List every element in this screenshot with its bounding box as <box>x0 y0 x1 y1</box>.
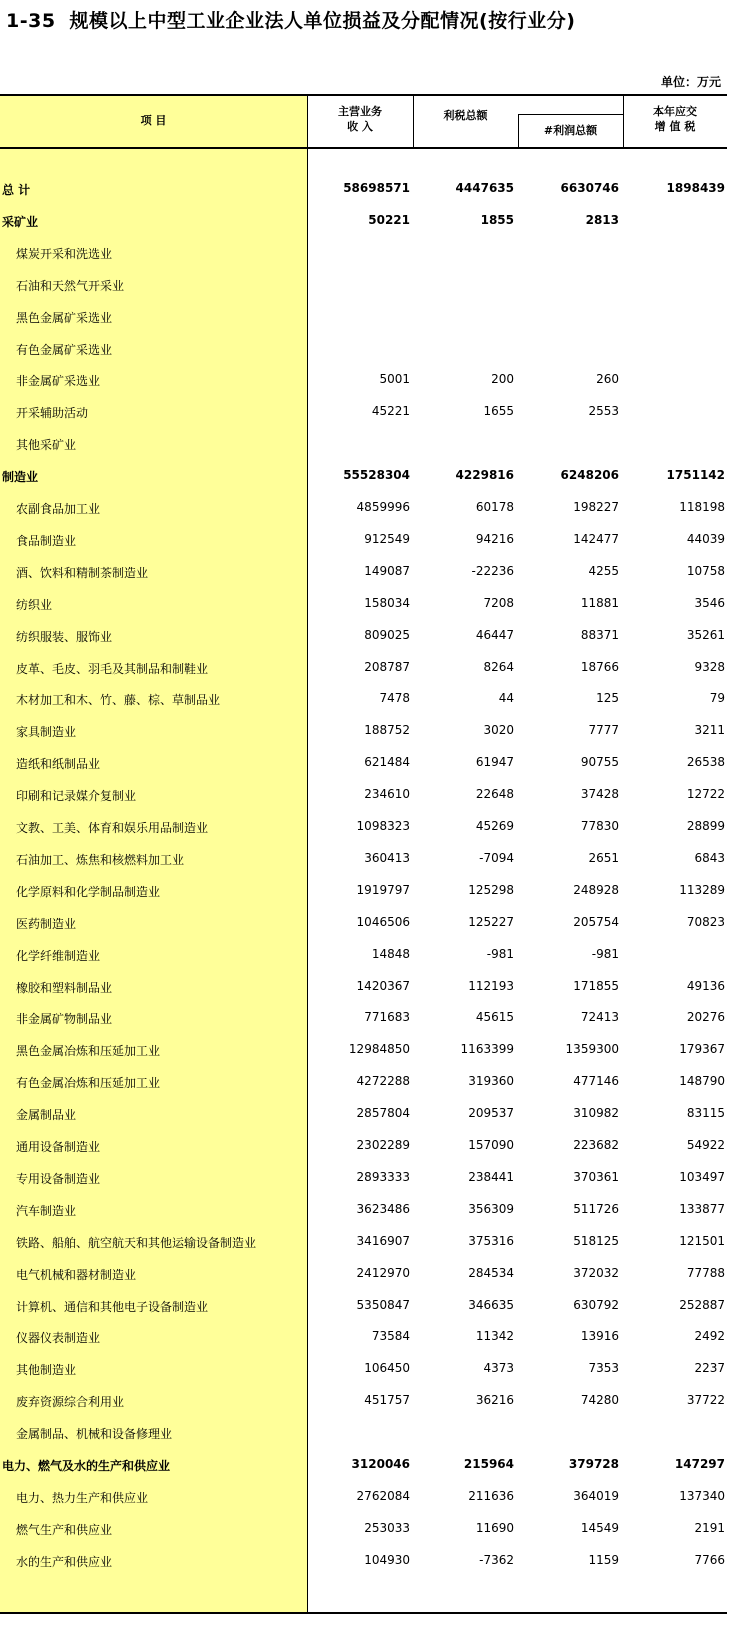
cell-profit: 125 <box>596 691 619 706</box>
row-label: 食品制造业 <box>16 533 77 548</box>
cell-revenue: 158034 <box>364 595 410 610</box>
header-item: 项 目 <box>140 114 167 127</box>
cell-vat: 133877 <box>679 1201 725 1216</box>
cell-profit: 77830 <box>580 819 619 833</box>
table-row <box>0 1418 727 1450</box>
cell-profit: 372032 <box>573 1265 619 1280</box>
table-row <box>0 844 727 876</box>
cell-profit-tax: 8264 <box>483 659 514 674</box>
cell-revenue: 188752 <box>364 723 410 738</box>
table-row <box>0 876 727 908</box>
table-row <box>0 1354 727 1386</box>
table-row <box>0 812 727 844</box>
cell-vat: 147297 <box>674 1457 725 1471</box>
cell-vat: 12722 <box>686 787 725 802</box>
row-label: 医药制造业 <box>16 916 77 931</box>
cell-vat: 79 <box>709 691 725 706</box>
row-label: 化学纤维制造业 <box>16 948 101 963</box>
cell-profit-tax: 11690 <box>475 1520 514 1535</box>
cell-profit-tax: 346635 <box>468 1297 514 1312</box>
cell-profit: 223682 <box>573 1138 619 1152</box>
page-title <box>6 6 575 33</box>
cell-profit-tax: -22236 <box>471 563 514 578</box>
cell-vat: 179367 <box>679 1042 725 1057</box>
cell-profit: 477146 <box>573 1074 619 1089</box>
cell-vat: 118198 <box>679 500 725 514</box>
row-label: 家具制造业 <box>16 725 77 740</box>
table-row <box>0 1099 727 1131</box>
cell-profit: 511726 <box>573 1201 619 1216</box>
cell-vat: 252887 <box>679 1297 725 1312</box>
cell-profit-tax: 356309 <box>468 1201 514 1216</box>
cell-vat: 20276 <box>686 1010 725 1025</box>
cell-profit-tax: 60178 <box>475 500 514 514</box>
column-divider <box>413 96 414 147</box>
cell-revenue: 771683 <box>364 1010 410 1025</box>
cell-profit: 1159 <box>588 1552 619 1567</box>
cell-revenue: 106450 <box>364 1361 410 1376</box>
row-label: 其他采矿业 <box>16 438 77 453</box>
cell-profit: 2553 <box>588 404 619 419</box>
row-label: 专用设备制造业 <box>16 1171 101 1186</box>
cell-vat: 2237 <box>694 1361 725 1376</box>
unit-label: 单位：万元 <box>660 75 721 89</box>
cell-revenue: 360413 <box>364 850 410 865</box>
cell-revenue: 451757 <box>364 1393 410 1408</box>
table-row <box>0 334 727 366</box>
table-row <box>0 557 727 589</box>
table-row <box>0 589 727 621</box>
row-label: 汽车制造业 <box>16 1203 77 1218</box>
header-profit-tax: 利税总额 <box>443 109 488 122</box>
cell-revenue: 2893333 <box>356 1169 410 1184</box>
table-row <box>0 1163 727 1195</box>
header-vat-line1: 本年应交 <box>653 105 697 118</box>
cell-profit-tax: 45269 <box>475 819 514 833</box>
cell-vat: 1751142 <box>666 468 725 483</box>
cell-revenue: 104930 <box>364 1552 410 1567</box>
cell-vat: 28899 <box>686 819 725 833</box>
row-label: 电力、燃气及水的生产和供应业 <box>2 1459 171 1473</box>
cell-revenue: 234610 <box>364 787 410 802</box>
cell-profit-tax: 1655 <box>483 404 514 419</box>
column-divider <box>623 96 624 147</box>
table-row <box>0 397 727 429</box>
cell-revenue: 45221 <box>371 404 410 419</box>
cell-profit-tax: 125298 <box>468 882 514 897</box>
header-profit: #利润总额 <box>543 124 598 137</box>
cell-revenue: 7478 <box>379 691 410 706</box>
table-bottom-border <box>0 1612 727 1614</box>
table-row <box>0 365 727 397</box>
cell-revenue: 3623486 <box>356 1201 410 1216</box>
row-label: 废弃资源综合利用业 <box>16 1395 125 1410</box>
cell-vat: 3546 <box>694 595 725 610</box>
cell-vat: 37722 <box>686 1393 725 1408</box>
cell-profit: 1359300 <box>565 1042 619 1057</box>
cell-revenue: 3120046 <box>351 1457 410 1471</box>
row-label: 通用设备制造业 <box>16 1140 101 1154</box>
table-row <box>0 302 727 334</box>
cell-revenue: 149087 <box>364 563 410 578</box>
cell-profit-tax: 22648 <box>475 787 514 802</box>
cell-profit-tax: 45615 <box>475 1010 514 1025</box>
cell-profit: -981 <box>591 946 619 961</box>
cell-profit: 379728 <box>568 1457 619 1471</box>
cell-profit: 2651 <box>588 850 619 865</box>
cell-revenue: 3416907 <box>356 1233 410 1248</box>
cell-vat: 49136 <box>686 978 725 993</box>
cell-profit: 205754 <box>573 914 619 929</box>
cell-profit-tax: 319360 <box>468 1074 514 1089</box>
cell-revenue: 2302289 <box>356 1138 410 1152</box>
cell-revenue: 55528304 <box>343 468 410 483</box>
cell-profit: 74280 <box>580 1393 619 1408</box>
cell-profit: 310982 <box>573 1106 619 1121</box>
row-label: 计算机、通信和其他电子设备制造业 <box>16 1299 209 1314</box>
header-bottom-border <box>0 147 727 149</box>
table-row <box>0 780 727 812</box>
cell-profit: 630792 <box>573 1297 619 1312</box>
table-row <box>0 653 727 685</box>
cell-profit-tax: 4447635 <box>455 181 514 195</box>
table-row <box>0 1067 727 1099</box>
cell-vat: 2191 <box>694 1520 725 1535</box>
cell-revenue: 5350847 <box>356 1297 410 1312</box>
row-label: 石油和天然气开采业 <box>16 278 125 293</box>
table-row <box>0 1291 727 1323</box>
row-label: 纺织业 <box>16 597 53 612</box>
cell-profit-tax: 1855 <box>480 212 514 227</box>
table-row <box>0 429 727 461</box>
cell-vat: 2492 <box>694 1329 725 1344</box>
cell-vat: 137340 <box>679 1488 725 1503</box>
row-label: 金属制品业 <box>16 1108 77 1123</box>
cell-profit: 6630746 <box>560 181 619 195</box>
cell-vat: 1898439 <box>666 181 725 195</box>
table-number: 1-35 <box>6 10 56 32</box>
row-label: 农副食品加工业 <box>16 502 101 516</box>
row-label: 开采辅助活动 <box>16 406 89 421</box>
cell-profit-tax: 238441 <box>468 1169 514 1184</box>
cell-vat: 44039 <box>686 531 725 546</box>
cell-profit: 90755 <box>580 755 619 770</box>
cell-revenue: 4272288 <box>356 1074 410 1089</box>
cell-revenue: 1098323 <box>356 819 410 833</box>
cell-profit-tax: 3020 <box>483 723 514 738</box>
data-table <box>0 94 727 1614</box>
cell-vat: 77788 <box>686 1265 725 1280</box>
row-label: 木材加工和木、竹、藤、棕、草制品业 <box>16 693 221 708</box>
cell-profit-tax: 94216 <box>475 531 514 546</box>
row-label: 采矿业 <box>2 214 39 229</box>
header-sub-divider <box>518 114 623 115</box>
table-title: 规模以上中型工业企业法人单位损益及分配情况(按行业分) <box>69 10 576 32</box>
cell-profit-tax: 4373 <box>483 1361 514 1376</box>
cell-profit: 142477 <box>573 531 619 546</box>
cell-profit-tax: 46447 <box>475 627 514 642</box>
table-row <box>0 206 727 238</box>
cell-vat: 83115 <box>686 1106 725 1121</box>
header-revenue-line2: 收 入 <box>347 120 373 133</box>
cell-profit-tax: 200 <box>491 372 514 387</box>
row-label: 化学原料和化学制品制造业 <box>16 884 161 899</box>
row-label: 制造业 <box>2 470 39 485</box>
cell-profit-tax: 375316 <box>468 1233 514 1248</box>
row-label: 石油加工、炼焦和核燃料加工业 <box>16 852 185 867</box>
cell-vat: 113289 <box>679 882 725 897</box>
row-label: 文教、工美、体育和娱乐用品制造业 <box>16 821 209 835</box>
row-label: 总 计 <box>2 183 31 197</box>
cell-profit-tax: 211636 <box>468 1488 514 1503</box>
cell-revenue: 912549 <box>364 531 410 546</box>
table-row <box>0 1322 727 1354</box>
table-row <box>0 716 727 748</box>
table-row <box>0 461 727 493</box>
row-label: 其他制造业 <box>16 1363 77 1378</box>
cell-profit: 260 <box>596 372 619 387</box>
cell-profit: 364019 <box>573 1488 619 1503</box>
cell-profit: 2813 <box>585 212 619 227</box>
cell-revenue: 2762084 <box>356 1488 410 1503</box>
cell-vat: 9328 <box>694 659 725 674</box>
row-label: 仪器仪表制造业 <box>16 1331 101 1346</box>
table-row <box>0 1482 727 1514</box>
row-label: 印刷和记录媒介复制业 <box>16 789 137 804</box>
cell-profit: 11881 <box>580 595 619 610</box>
row-label: 纺织服装、服饰业 <box>16 629 113 644</box>
cell-profit-tax: 7208 <box>483 595 514 610</box>
cell-profit-tax: 157090 <box>468 1138 514 1152</box>
cell-vat: 10758 <box>686 563 725 578</box>
cell-vat: 103497 <box>679 1169 725 1184</box>
cell-profit: 171855 <box>573 978 619 993</box>
row-label: 燃气生产和供应业 <box>16 1522 113 1537</box>
table-row <box>0 1386 727 1418</box>
cell-vat: 121501 <box>679 1233 725 1248</box>
cell-profit: 18766 <box>580 659 619 674</box>
cell-vat: 54922 <box>686 1138 725 1152</box>
cell-profit: 4255 <box>588 563 619 578</box>
cell-profit-tax: 44 <box>498 691 514 706</box>
cell-profit: 6248206 <box>560 468 619 483</box>
row-label: 黑色金属矿采选业 <box>16 310 113 325</box>
cell-profit: 248928 <box>573 882 619 897</box>
cell-vat: 3211 <box>694 723 725 738</box>
cell-revenue: 73584 <box>371 1329 410 1344</box>
cell-profit: 72413 <box>580 1010 619 1025</box>
row-label: 铁路、船舶、航空航天和其他运输设备制造业 <box>16 1235 257 1250</box>
cell-revenue: 5001 <box>379 372 410 387</box>
column-divider <box>518 114 519 147</box>
cell-profit: 37428 <box>580 787 619 802</box>
table-row <box>0 748 727 780</box>
table-row <box>0 1259 727 1291</box>
table-row <box>0 972 727 1004</box>
header-vat-line2: 增 值 税 <box>654 120 696 133</box>
cell-vat: 70823 <box>686 914 725 929</box>
cell-vat: 26538 <box>686 755 725 770</box>
table-row <box>0 174 727 206</box>
cell-profit-tax: -981 <box>486 946 514 961</box>
cell-profit-tax: 215964 <box>463 1457 514 1471</box>
cell-profit-tax: 61947 <box>475 755 514 770</box>
cell-revenue: 621484 <box>364 755 410 770</box>
cell-profit: 14549 <box>580 1520 619 1535</box>
cell-vat: 148790 <box>679 1074 725 1089</box>
table-row <box>0 684 727 716</box>
cell-revenue: 1046506 <box>356 914 410 929</box>
cell-profit-tax: 4229816 <box>455 468 514 483</box>
row-label: 非金属矿采选业 <box>16 374 101 389</box>
row-label: 酒、饮料和精制茶制造业 <box>16 565 149 580</box>
cell-revenue: 4859996 <box>356 500 410 514</box>
table-row <box>0 1035 727 1067</box>
cell-vat: 35261 <box>686 627 725 642</box>
cell-profit: 7353 <box>588 1361 619 1376</box>
table-row <box>0 621 727 653</box>
cell-revenue: 14848 <box>371 946 410 961</box>
row-label: 金属制品、机械和设备修理业 <box>16 1427 173 1442</box>
cell-profit: 198227 <box>573 500 619 514</box>
cell-revenue: 1919797 <box>356 882 410 897</box>
cell-revenue: 1420367 <box>356 978 410 993</box>
row-label: 煤炭开采和洗选业 <box>16 246 113 261</box>
cell-profit-tax: 1163399 <box>460 1042 514 1057</box>
cell-profit-tax: 112193 <box>468 978 514 993</box>
cell-profit: 518125 <box>573 1233 619 1248</box>
row-label: 水的生产和供应业 <box>16 1554 113 1569</box>
cell-revenue: 809025 <box>364 627 410 642</box>
cell-profit-tax: 11342 <box>475 1329 514 1344</box>
cell-revenue: 2412970 <box>356 1265 410 1280</box>
cell-profit-tax: -7094 <box>479 850 514 865</box>
row-label: 皮革、毛皮、羽毛及其制品和制鞋业 <box>16 661 209 676</box>
row-label: 黑色金属冶炼和压延加工业 <box>16 1044 161 1059</box>
cell-revenue: 12984850 <box>348 1042 410 1057</box>
table-row <box>0 1195 727 1227</box>
table-row <box>0 940 727 972</box>
cell-vat: 6843 <box>694 850 725 865</box>
table-row <box>0 1131 727 1163</box>
row-label: 造纸和纸制品业 <box>16 757 101 772</box>
table-row <box>0 1003 727 1035</box>
table-row <box>0 493 727 525</box>
cell-profit-tax: 284534 <box>468 1265 514 1280</box>
row-label: 有色金属冶炼和压延加工业 <box>16 1076 161 1091</box>
table-row <box>0 1546 727 1578</box>
cell-vat: 7766 <box>694 1552 725 1567</box>
cell-revenue: 208787 <box>364 659 410 674</box>
row-label: 非金属矿物制品业 <box>16 1012 113 1027</box>
cell-profit-tax: 125227 <box>468 914 514 929</box>
cell-profit-tax: 36216 <box>475 1393 514 1408</box>
table-row <box>0 1227 727 1259</box>
row-label: 电力、热力生产和供应业 <box>16 1490 149 1505</box>
table-row <box>0 908 727 940</box>
cell-revenue: 253033 <box>364 1520 410 1535</box>
header-revenue-line1: 主营业务 <box>338 105 382 118</box>
cell-revenue: 50221 <box>368 212 410 227</box>
table-row <box>0 238 727 270</box>
cell-profit-tax: -7362 <box>479 1552 514 1567</box>
table-row <box>0 525 727 557</box>
table-top-border <box>0 94 727 96</box>
table-row <box>0 270 727 302</box>
cell-profit: 370361 <box>573 1169 619 1184</box>
table-row <box>0 1514 727 1546</box>
cell-profit: 7777 <box>588 723 619 738</box>
cell-profit: 88371 <box>580 627 619 642</box>
cell-profit-tax: 209537 <box>468 1106 514 1121</box>
row-label: 有色金属矿采选业 <box>16 342 113 357</box>
cell-profit: 13916 <box>580 1329 619 1344</box>
table-row <box>0 1450 727 1482</box>
row-label: 橡胶和塑料制品业 <box>16 980 113 995</box>
cell-revenue: 58698571 <box>343 181 410 195</box>
row-label: 电气机械和器材制造业 <box>16 1267 137 1282</box>
cell-revenue: 2857804 <box>356 1106 410 1121</box>
